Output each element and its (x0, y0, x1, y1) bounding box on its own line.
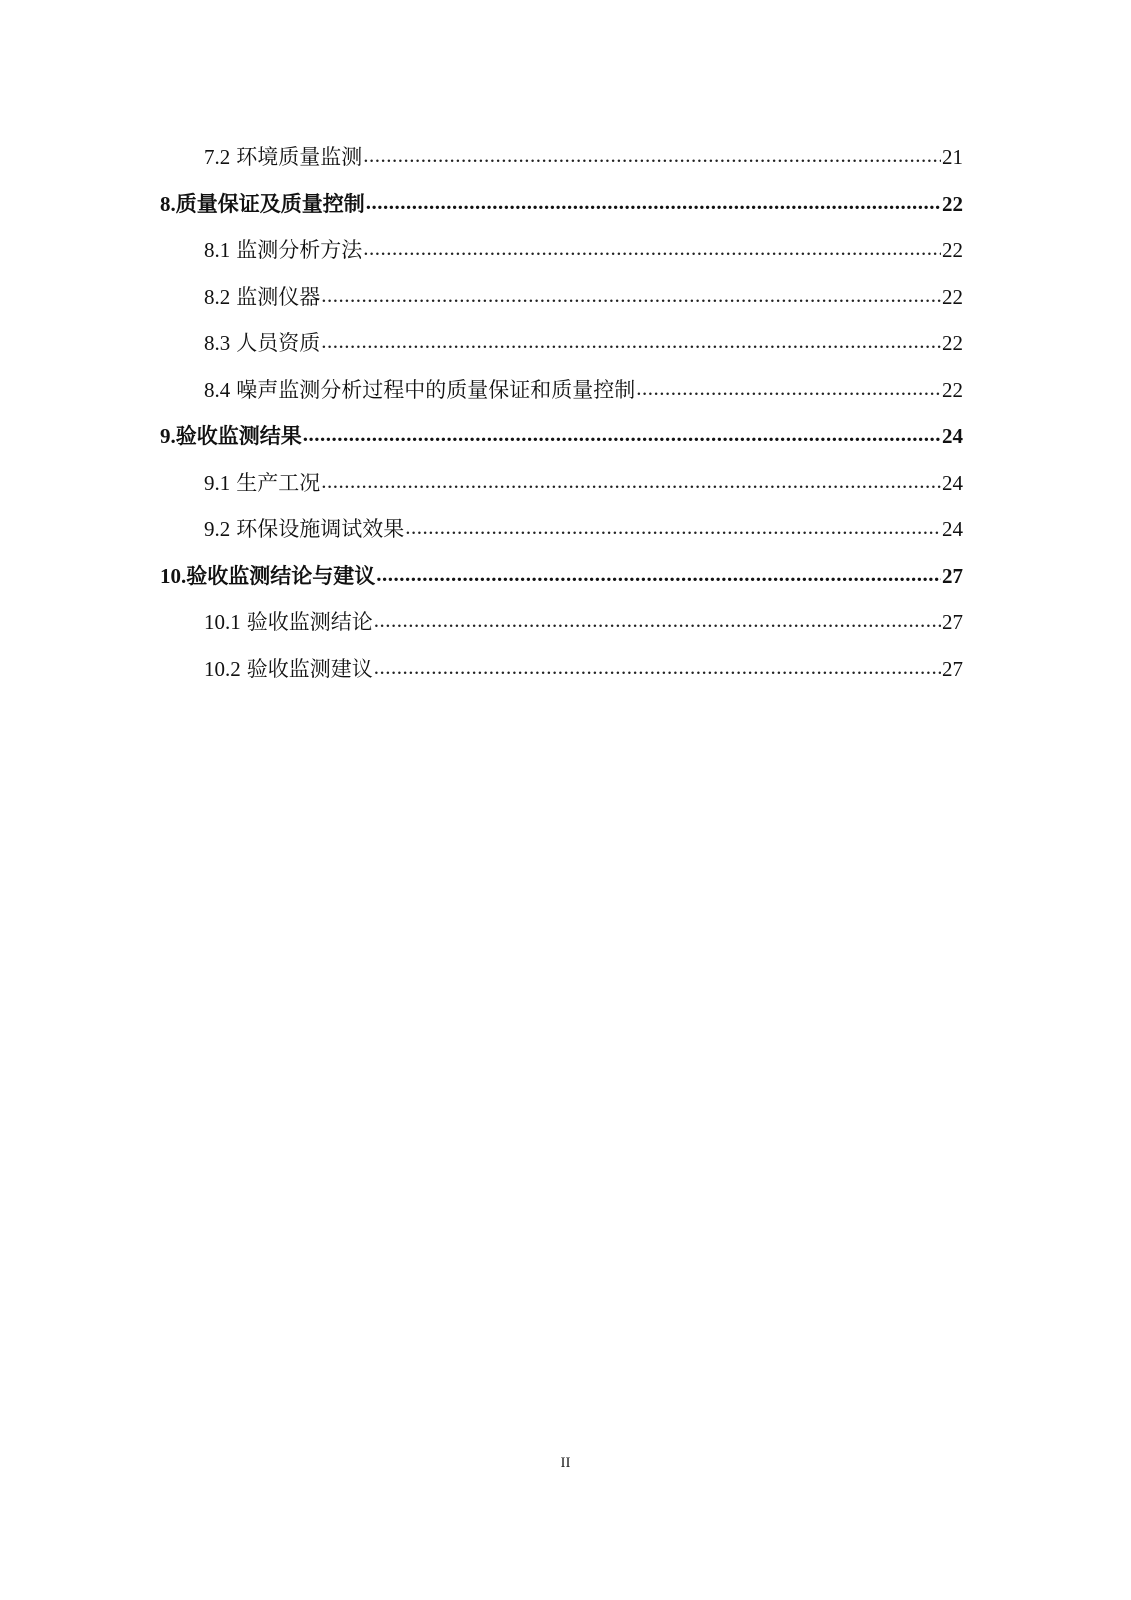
toc-entry-number: 7.2 (204, 145, 231, 169)
toc-entry-8-4[interactable] (160, 373, 963, 420)
toc-entry-title: 环境质量监测 (236, 145, 363, 169)
toc-dot-leader (405, 510, 941, 544)
toc-dot-leader (321, 464, 941, 498)
toc-entry-9-2[interactable] (160, 512, 963, 559)
toc-entry-page: 24 (942, 517, 963, 541)
toc-entry-9-1[interactable] (160, 466, 963, 513)
toc-dot-leader (363, 138, 941, 172)
toc-dot-leader (366, 185, 941, 219)
toc-entry-number: 9.2 (204, 517, 231, 541)
toc-entry-number: 9. (160, 424, 176, 448)
toc-entry-10[interactable] (160, 559, 963, 606)
toc-entry-number: 8.2 (204, 284, 231, 309)
toc-entry-page: 27 (942, 656, 963, 681)
toc-entry-page: 22 (942, 284, 963, 309)
toc-entry-page: 22 (942, 331, 963, 355)
toc-entry-page: 22 (942, 238, 963, 262)
toc-dot-leader (636, 371, 941, 405)
toc-entry-8[interactable] (160, 187, 963, 234)
toc-dot-leader (321, 278, 941, 312)
toc-entry-number: 8. (160, 191, 176, 216)
toc-entry-number: 10. (160, 563, 187, 588)
toc-dot-leader (374, 650, 941, 684)
toc-entry-10-2[interactable] (160, 652, 963, 699)
toc-entry-page: 24 (942, 470, 963, 495)
toc-entry-page: 22 (942, 191, 963, 216)
toc-entry-title: 人员资质 (236, 331, 321, 355)
toc-entry-title: 验收监测结论 (246, 610, 373, 634)
toc-entry-title: 验收监测结论与建议 (186, 563, 376, 588)
toc-entry-page: 22 (942, 377, 963, 402)
page-number: II (560, 1455, 571, 1471)
toc-entry-title: 噪声监测分析过程中的质量保证和质量控制 (236, 377, 636, 402)
toc-dot-leader (376, 557, 941, 591)
table-of-contents (160, 140, 963, 698)
toc-entry-number: 8.4 (204, 377, 231, 402)
toc-entry-9[interactable] (160, 419, 963, 466)
toc-dot-leader (321, 324, 941, 358)
toc-entry-number: 10.2 (204, 656, 241, 681)
toc-entry-page: 27 (942, 563, 963, 588)
toc-dot-leader (303, 417, 941, 451)
toc-entry-8-1[interactable] (160, 233, 963, 280)
toc-entry-8-3[interactable] (160, 326, 963, 373)
toc-entry-title: 监测分析方法 (236, 238, 363, 262)
toc-entry-title: 质量保证及质量控制 (175, 191, 365, 216)
toc-dot-leader (363, 231, 941, 265)
toc-entry-number: 8.3 (204, 331, 231, 355)
toc-entry-page: 24 (942, 424, 963, 448)
toc-entry-10-1[interactable] (160, 605, 963, 652)
toc-entry-title: 生产工况 (236, 470, 321, 495)
toc-entry-number: 10.1 (204, 610, 241, 634)
toc-entry-page: 21 (942, 145, 963, 169)
toc-dot-leader (374, 603, 941, 637)
toc-entry-title: 验收监测建议 (246, 656, 373, 681)
toc-entry-title: 验收监测结果 (175, 424, 302, 448)
toc-entry-number: 8.1 (204, 238, 231, 262)
toc-entry-8-2[interactable] (160, 280, 963, 327)
toc-entry-7-2[interactable] (160, 140, 963, 187)
toc-entry-title: 监测仪器 (236, 284, 321, 309)
toc-entry-number: 9.1 (204, 470, 231, 495)
toc-entry-title: 环保设施调试效果 (236, 517, 405, 541)
toc-entry-page: 27 (942, 610, 963, 634)
